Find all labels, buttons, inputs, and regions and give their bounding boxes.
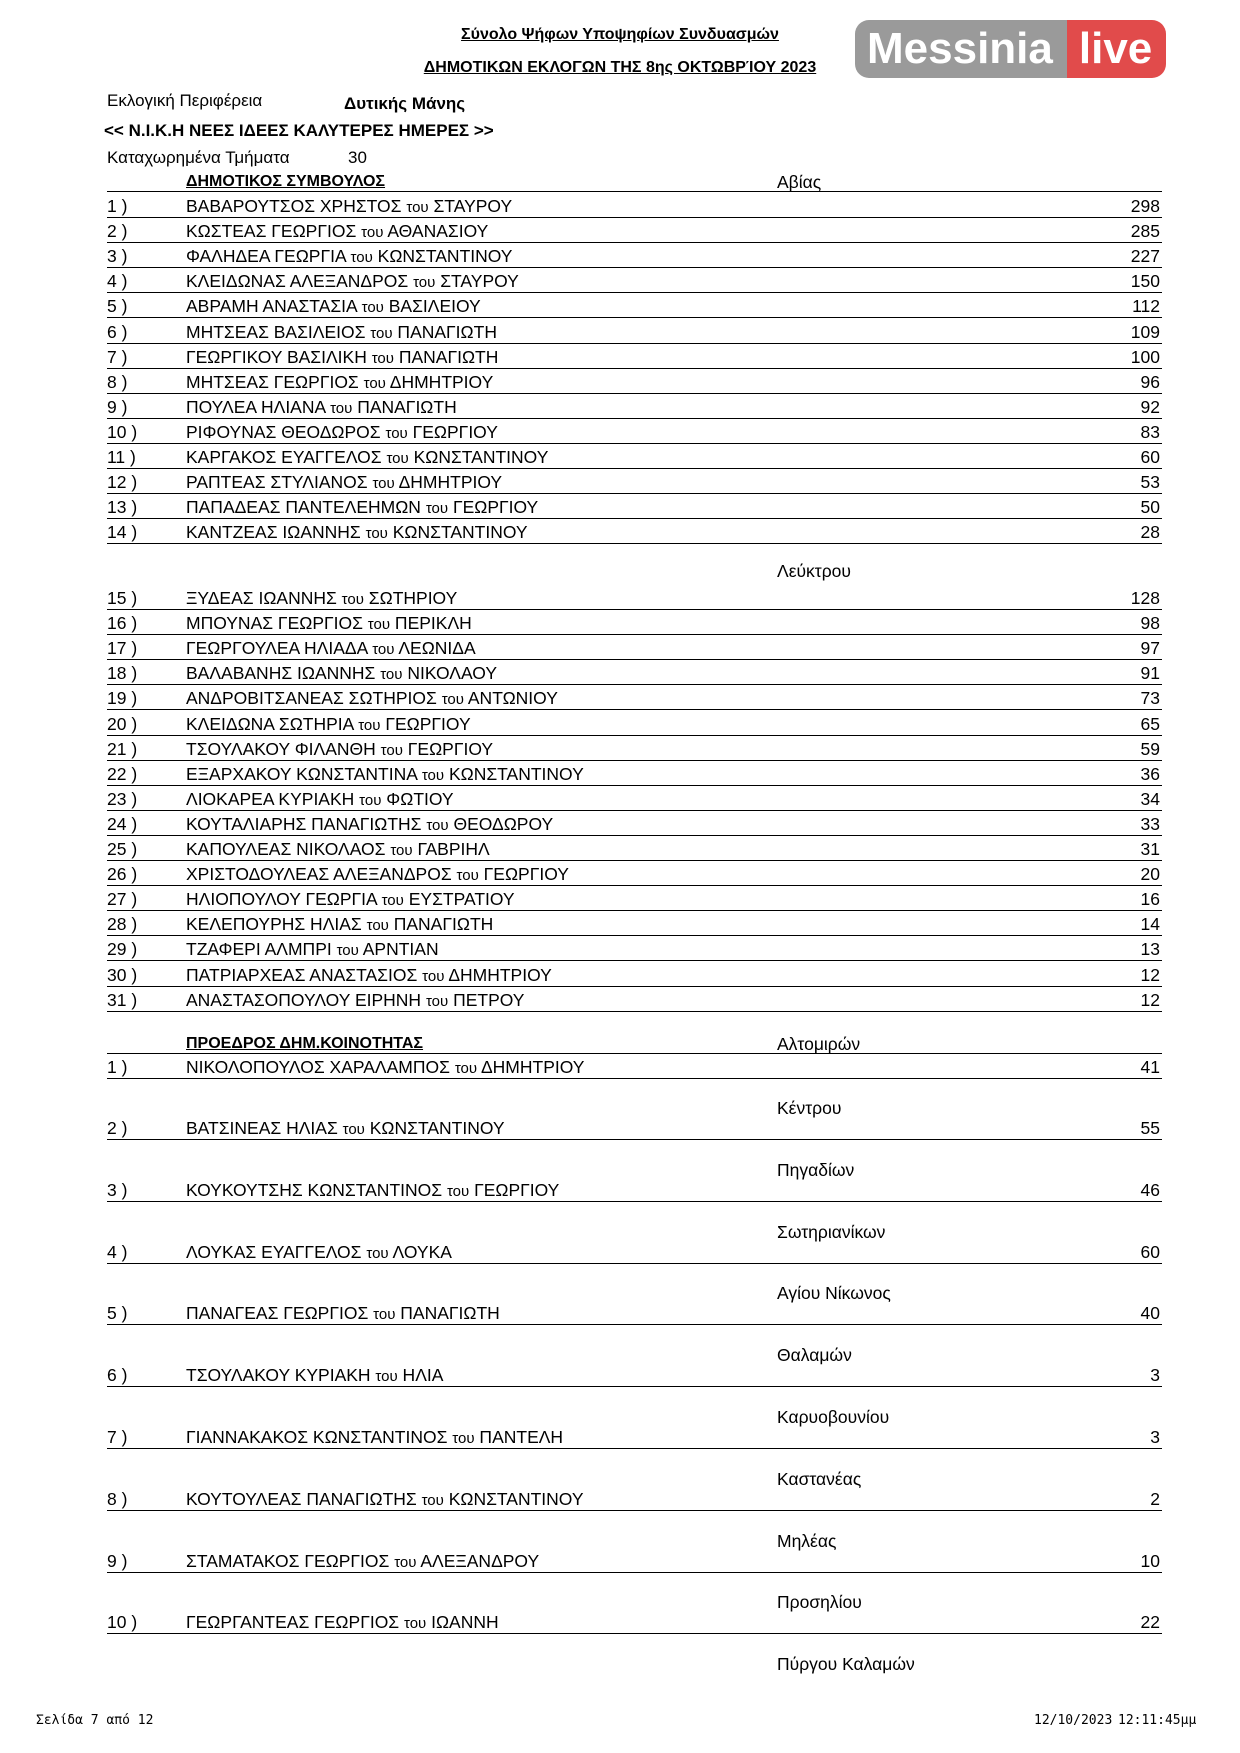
table-row [107,1054,1162,1079]
father-prefix: του [359,791,382,809]
table-row [107,911,1162,936]
table-row [107,886,1162,911]
father-prefix: του [342,1121,365,1138]
row-number: 24 ) [107,813,138,834]
father-prefix: του [336,942,359,960]
row-number: 10 ) [107,1612,138,1633]
location-label: Λεύκτρου [777,561,851,581]
row-number: 16 ) [107,613,138,634]
father-prefix: του [367,616,391,634]
candidate-name: ΜΗΤΣΕΑΣ ΒΑΣΙΛΕΙΟΣ του ΠΑΝΑΓΙΩΤΗ [186,321,497,342]
candidate-name: ΚΟΥΤΑΛΙΑΡΗΣ ΠΑΝΑΓΙΩΤΗΣ του ΘΕΟΔΩΡΟΥ [186,813,554,834]
father-prefix: του [422,967,445,985]
table-row [107,811,1162,836]
candidate-name: ΚΑΠΟΥΛΕΑΣ ΝΙΚΟΛΑΟΣ του ΓΑΒΡΙΗΛ [186,839,490,859]
region-label: Εκλογική Περιφέρεια [107,91,263,110]
candidate-name: ΒΑΛΑΒΑΝΗΣ ΙΩΑΝΝΗΣ του ΝΙΚΟΛΑΟΥ [186,663,497,684]
candidate-name: ΜΗΤΣΕΑΣ ΓΕΩΡΓΙΟΣ του ΔΗΜΗΤΡΙΟΥ [186,371,494,392]
table-row [107,660,1162,685]
footer-page: Σελίδα 7 από 12 [36,1713,154,1728]
candidate-name: ΠΑΝΑΓΕΑΣ ΓΕΩΡΓΙΟΣ του ΠΑΝΑΓΙΩΤΗ [186,1303,500,1324]
candidate-name: ΚΟΥΚΟΥΤΣΗΣ ΚΩΝΣΤΑΝΤΙΝΟΣ του ΓΕΩΡΓΙΟΥ [186,1179,560,1200]
father-prefix: του [446,1182,470,1200]
candidate-name: ΓΙΑΝΝΑΚΑΚΟΣ ΚΩΝΣΤΑΝΤΙΝΟΣ του ΠΑΝΤΕΛΗ [186,1427,564,1447]
father-prefix: του [371,349,394,367]
row-number: 14 ) [107,522,138,543]
candidate-name: ΗΛΙΟΠΟΥΛΟΥ ΓΕΩΡΓΙΑ του ΕΥΣΤΡΑΤΙΟΥ [186,889,515,910]
father-prefix: του [406,199,429,216]
table-row [107,761,1162,786]
father-prefix: του [441,691,464,709]
row-number: 5 ) [107,1303,128,1324]
logo-part-messinia: Messinia [855,20,1067,78]
table-row [107,936,1162,961]
table-row [107,1362,1162,1387]
table-row [107,519,1162,544]
candidate-name: ΒΑΒΑΡΟΥΤΣΟΣ ΧΡΗΣΤΟΣ του ΣΤΑΥΡΟΥ [186,196,513,216]
row-number: 7 ) [107,346,128,367]
row-number: 11 ) [107,447,136,467]
father-prefix: του [366,917,389,935]
vote-count: 298 [1130,196,1160,216]
candidate-name: ΓΕΩΡΓΑΝΤΕΑΣ ΓΕΩΡΓΙΟΣ του ΙΩΑΝΝΗ [186,1612,499,1633]
vote-count: 10 [1140,1550,1160,1571]
row-number: 3 ) [107,1179,128,1200]
father-prefix: του [375,1368,398,1386]
location-label: Σωτηριανίκων [777,1221,886,1242]
table-row [107,193,1162,218]
father-prefix: του [330,399,353,417]
candidate-name: ΚΟΥΤΟΥΛΕΑΣ ΠΑΝΑΓΙΩΤΗΣ του ΚΩΝΣΤΑΝΤΙΝΟΥ [186,1488,584,1509]
row-number: 27 ) [107,889,138,910]
footer-time: 12:11:45μμ [1118,1713,1197,1728]
vote-count: 36 [1140,763,1160,784]
candidate-name: ΜΠΟΥΝΑΣ ΓΕΩΡΓΙΟΣ του ΠΕΡΙΚΛΗ [186,613,472,634]
candidate-name: ΚΩΣΤΕΑΣ ΓΕΩΡΓΙΟΣ του ΑΘΑΝΑΣΙΟΥ [186,221,489,242]
father-prefix: του [390,842,413,859]
row-number: 7 ) [107,1427,128,1447]
table-row [107,1486,1162,1511]
candidate-name: ΚΕΛΕΠΟΥΡΗΣ ΗΛΙΑΣ του ΠΑΝΑΓΙΩΤΗ [186,914,494,935]
father-prefix: του [380,666,403,684]
table-row [107,319,1162,344]
vote-count: 60 [1140,447,1160,467]
vote-count: 16 [1140,889,1160,910]
table-row [107,469,1162,494]
vote-count: 3 [1150,1365,1160,1386]
row-number: 5 ) [107,296,128,317]
table-row [107,1300,1162,1325]
father-prefix: του [372,641,395,659]
table-row [107,1115,1162,1140]
candidate-name: ΑΝΔΡΟΒΙΤΣΑΝΕΑΣ ΣΩΤΗΡΙΟΣ του ΑΝΤΩΝΙΟΥ [186,688,558,709]
row-number: 9 ) [107,1550,128,1571]
row-number: 15 ) [107,588,138,608]
table-row [107,635,1162,660]
location-label: Πηγαδίων [777,1159,855,1180]
father-prefix: του [358,716,381,734]
father-prefix: του [341,591,364,608]
table-row [107,711,1162,736]
sections-value: 30 [348,148,367,167]
row-number: 1 ) [107,196,128,216]
location-label: Καστανέας [777,1468,862,1489]
party-name: << Ν.Ι.Κ.Η ΝΕΕΣ ΙΔΕΕΣ ΚΑΛΥΤΕΡΕΣ ΗΜΕΡΕΣ >> [104,121,494,140]
candidate-name: ΧΡΙΣΤΟΔΟΥΛΕΑΣ ΑΛΕΞΑΝΔΡΟΣ του ΓΕΩΡΓΙΟΥ [186,864,569,885]
table-row [107,344,1162,369]
row-number: 26 ) [107,864,138,885]
vote-count: 91 [1140,663,1160,684]
candidate-name: ΓΕΩΡΓΟΥΛΕΑ ΗΛΙΑΔΑ του ΛΕΩΝΙΔΑ [186,638,476,659]
document-subtitle: ΔΗΜΟΤΙΚΩΝ ΕΚΛΟΓΩΝ ΤΗΣ 8ης ΟΚΤΩΒΡΊΟΥ 2023 [423,59,817,76]
vote-count: 150 [1130,271,1160,292]
vote-count: 22 [1140,1612,1160,1633]
vote-count: 12 [1140,964,1160,985]
table-row [107,861,1162,886]
location-label: Αλτομιρών [777,1034,861,1054]
father-prefix: του [381,892,404,910]
table-row [107,1548,1162,1573]
table-row [107,786,1162,811]
row-number: 28 ) [107,914,138,935]
father-prefix: του [426,816,449,834]
vote-count: 96 [1140,371,1160,392]
location-label: Θαλαμών [777,1345,852,1366]
father-prefix: του [421,766,445,784]
section-header-label: ΔΗΜΟΤΙΚΟΣ ΣΥΜΒΟΥΛΟΣ [186,173,386,190]
vote-count: 34 [1140,788,1160,809]
candidate-name: ΕΞΑΡΧΑΚΟΥ ΚΩΝΣΤΑΝΤΙΝΑ του ΚΩΝΣΤΑΝΤΙΝΟΥ [186,763,584,784]
candidate-name: ΓΕΩΡΓΙΚΟΥ ΒΑΣΙΛΙΚΗ του ΠΑΝΑΓΙΩΤΗ [186,346,499,367]
row-number: 13 ) [107,497,138,518]
father-prefix: του [372,475,395,493]
row-number: 12 ) [107,472,138,493]
row-number: 9 ) [107,396,128,417]
vote-count: 128 [1130,588,1160,608]
candidate-name: ΦΑΛΗΔΕΑ ΓΕΩΡΓΙΑ του ΚΩΝΣΤΑΝΤΙΝΟΥ [186,246,513,267]
vote-count: 13 [1140,939,1160,960]
vote-count: 100 [1130,346,1160,367]
candidate-name: ΑΝΑΣΤΑΣΟΠΟΥΛΟΥ ΕΙΡΗΝΗ του ΠΕΤΡΟΥ [186,989,525,1010]
father-prefix: του [365,525,388,543]
candidate-name: ΤΣΟΥΛΑΚΟΥ ΚΥΡΙΑΚΗ του ΗΛΙΑ [186,1365,444,1386]
table-row [107,836,1162,861]
location-label: Προσηλίου [777,1592,862,1613]
candidate-name: ΒΑΤΣΙΝΕΑΣ ΗΛΙΑΣ του ΚΩΝΣΤΑΝΤΙΝΟΥ [186,1118,505,1138]
location-label: Πύργου Καλαμών [777,1654,915,1674]
row-number: 20 ) [107,713,138,734]
location-label: Καρυοβουνίου [777,1407,890,1427]
father-prefix: του [373,1306,396,1324]
table-row [107,962,1162,987]
candidate-name: ΠΟΥΛΕΑ ΗΛΙΑΝΑ του ΠΑΝΑΓΙΩΤΗ [186,396,457,417]
location-label: Αβίας [777,172,822,192]
sections-label: Καταχωρημένα Τμήματα [107,148,290,167]
vote-count: 12 [1140,989,1160,1010]
table-row [107,293,1162,318]
father-prefix: του [366,1244,389,1262]
table-row [107,218,1162,243]
father-prefix: του [350,249,373,267]
table-row [107,1177,1162,1202]
row-number: 6 ) [107,321,128,342]
table-row [107,243,1162,268]
father-prefix: του [421,1491,444,1509]
table-row [107,585,1162,610]
vote-count: 2 [1150,1488,1160,1509]
document-title: Σύνολο Ψήφων Υποψηφίων Συνδυασμών [461,26,779,43]
vote-count: 227 [1130,246,1160,267]
vote-count: 46 [1140,1179,1160,1200]
table-row [107,444,1162,469]
vote-count: 28 [1140,522,1160,543]
location-label: Μηλέας [777,1530,837,1551]
candidate-name: ΤΖΑΦΕΡΙ ΑΛΜΠΡΙ του ΑΡΝΤΙΑΝ [186,939,439,960]
logo-part-live: live [1067,20,1166,78]
table-row [107,1609,1162,1634]
section-header [107,1031,1162,1054]
row-number: 8 ) [107,1488,128,1509]
father-prefix: του [380,741,403,759]
table-row [107,1239,1162,1264]
table-row [107,419,1162,444]
father-prefix: του [385,424,408,442]
vote-count: 65 [1140,713,1160,734]
location-label: Αγίου Νίκωνος [777,1283,891,1304]
candidate-name: ΠΑΠΑΔΕΑΣ ΠΑΝΤΕΛΕΗΜΩΝ του ΓΕΩΡΓΙΟΥ [186,497,539,518]
father-prefix: του [403,1615,427,1633]
vote-count: 109 [1130,321,1160,342]
candidate-name: ΚΑΡΓΑΚΟΣ ΕΥΑΓΓΕΛΟΣ του ΚΩΝΣΤΑΝΤΙΝΟΥ [186,447,549,467]
vote-count: 53 [1140,472,1160,493]
candidate-name: ΝΙΚΟΛΟΠΟΥΛΟΣ ΧΑΡΑΛΑΜΠΟΣ του ΔΗΜΗΤΡΙΟΥ [186,1057,585,1077]
candidate-name: ΞΥΔΕΑΣ ΙΩΑΝΝΗΣ του ΣΩΤΗΡΙΟΥ [186,588,458,608]
row-number: 2 ) [107,221,128,242]
vote-count: 3 [1150,1427,1160,1447]
row-number: 3 ) [107,246,128,267]
vote-count: 59 [1140,738,1160,759]
candidate-name: ΤΣΟΥΛΑΚΟΥ ΦΙΛΑΝΘΗ του ΓΕΩΡΓΙΟΥ [186,738,494,759]
vote-count: 73 [1140,688,1160,709]
vote-count: 14 [1140,914,1160,935]
father-prefix: του [425,992,449,1010]
vote-count: 60 [1140,1241,1160,1262]
row-number: 19 ) [107,688,138,709]
section-header-label: ΠΡΟΕΔΡΟΣ ΔΗΜ.ΚΟΙΝΟΤΗΤΑΣ [186,1035,424,1052]
vote-count: 50 [1140,497,1160,518]
row-number: 4 ) [107,271,128,292]
candidate-name: ΡΑΠΤΕΑΣ ΣΤΥΛΙΑΝΟΣ του ΔΗΜΗΤΡΙΟΥ [186,472,503,493]
vote-count: 33 [1140,813,1160,834]
table-row [107,494,1162,519]
table-row [107,268,1162,293]
row-number: 10 ) [107,421,138,442]
candidate-name: ΛΙΟΚΑΡΕΑ ΚΥΡΙΑΚΗ του ΦΩΤΙΟΥ [186,788,454,809]
father-prefix: του [394,1553,417,1571]
candidate-name: ΛΟΥΚΑΣ ΕΥΑΓΓΕΛΟΣ του ΛΟΥΚΑ [186,1241,452,1262]
footer-date: 12/10/2023 [1034,1713,1113,1728]
vote-count: 83 [1140,421,1160,442]
candidate-name: ΑΒΡΑΜΗ ΑΝΑΣΤΑΣΙΑ του ΒΑΣΙΛΕΙΟΥ [186,296,481,317]
row-number: 8 ) [107,371,128,392]
candidate-name: ΚΑΝΤΖΕΑΣ ΙΩΑΝΝΗΣ του ΚΩΝΣΤΑΝΤΙΝΟΥ [186,522,528,543]
father-prefix: του [370,324,393,342]
father-prefix: του [425,500,449,518]
row-number: 30 ) [107,964,138,985]
table-row [107,987,1162,1012]
row-number: 18 ) [107,663,138,684]
father-prefix: του [363,374,386,392]
vote-count: 41 [1140,1057,1160,1077]
row-number: 21 ) [107,738,138,759]
candidate-name: ΡΙΦΟΥΝΑΣ ΘΕΟΔΩΡΟΣ του ΓΕΩΡΓΙΟΥ [186,421,498,442]
candidate-name: ΚΛΕΙΔΩΝΑΣ ΑΛΕΞΑΝΔΡΟΣ του ΣΤΑΥΡΟΥ [186,271,519,292]
candidate-name: ΚΛΕΙΔΩΝΑ ΣΩΤΗΡΙΑ του ΓΕΩΡΓΙΟΥ [186,713,471,734]
father-prefix: του [454,1060,478,1077]
vote-count: 92 [1140,396,1160,417]
table-row [107,369,1162,394]
row-number: 17 ) [107,638,138,659]
table-row [107,736,1162,761]
row-number: 25 ) [107,839,138,859]
table-row [107,394,1162,419]
messinia-live-logo [855,20,1166,78]
vote-count: 285 [1130,221,1160,242]
row-number: 22 ) [107,763,138,784]
vote-count: 40 [1140,1303,1160,1324]
row-number: 23 ) [107,788,138,809]
father-prefix: του [456,867,479,885]
region-value: Δυτικής Μάνης [344,94,466,113]
table-row [107,610,1162,635]
row-number: 1 ) [107,1057,128,1077]
vote-count: 97 [1140,638,1160,659]
vote-count: 55 [1140,1118,1160,1138]
row-number: 4 ) [107,1241,128,1262]
table-row [107,1424,1162,1449]
row-number: 29 ) [107,939,138,960]
vote-count: 20 [1140,864,1160,885]
row-number: 6 ) [107,1365,128,1386]
vote-count: 31 [1140,839,1160,859]
father-prefix: του [361,299,384,317]
father-prefix: του [452,1430,475,1447]
row-number: 31 ) [107,989,138,1010]
father-prefix: του [361,224,384,242]
row-number: 2 ) [107,1118,128,1138]
vote-count: 98 [1140,613,1160,634]
section-header [107,169,1162,192]
table-row [107,685,1162,710]
father-prefix: του [386,450,409,467]
father-prefix: του [413,274,436,292]
candidate-name: ΣΤΑΜΑΤΑΚΟΣ ΓΕΩΡΓΙΟΣ του ΑΛΕΞΑΝΔΡΟΥ [186,1550,540,1571]
location-label: Κέντρου [777,1098,842,1118]
candidate-name: ΠΑΤΡΙΑΡΧΕΑΣ ΑΝΑΣΤΑΣΙΟΣ του ΔΗΜΗΤΡΙΟΥ [186,964,552,985]
vote-count: 112 [1132,296,1160,317]
